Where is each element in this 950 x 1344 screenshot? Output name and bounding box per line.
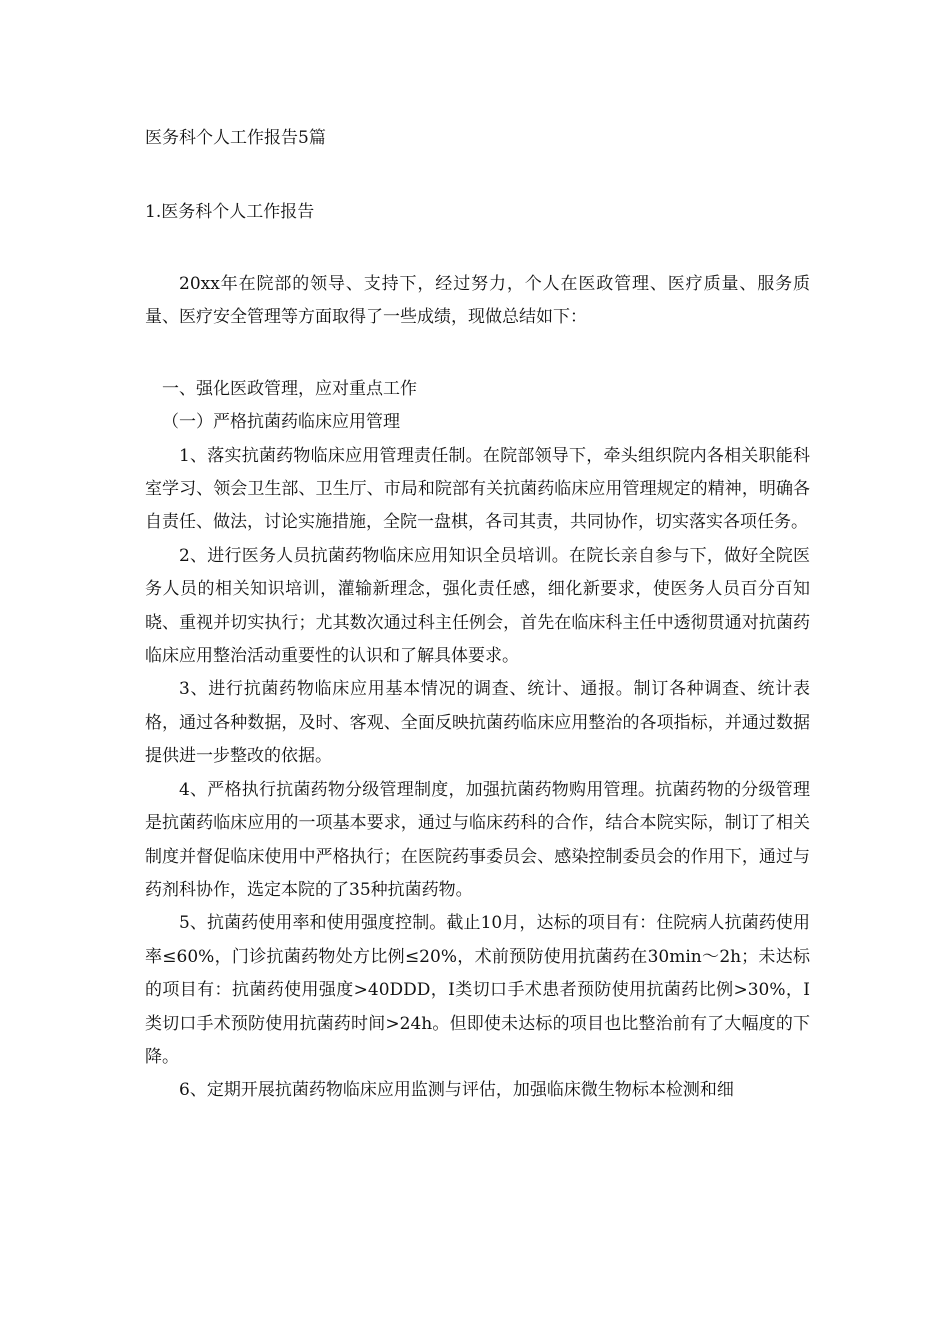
section-title: 1.医务科个人工作报告 [145,202,315,222]
paragraph-item-4: 4、严格执行抗菌药物分级管理制度，加强抗菌药物购用管理。抗菌药物的分级管理是抗菌药临床应用的一项基本要求，通过与临床药科的合作，结合本院实际，制订了相关制度并督促临床使用中严格执行；在医院药事委员会、感染控制委员会的作用下，通过与药剂科协作，选定本院的了35种抗菌药物。 [145,779,810,900]
heading-level2: （一）严格抗菌药临床应用管理 [162,412,400,433]
paragraph-item-6: 6、定期开展抗菌药物临床应用监测与评估，加强临床微生物标本检测和细 [179,1080,734,1101]
document-title: 医务科个人工作报告5篇 [145,128,326,148]
paragraph-item-5: 5、抗菌药使用率和使用强度控制。截止10月，达标的项目有：住院病人抗菌药使用率≤60%，门诊抗菌药物处方比例≤20%，术前预防使用抗菌药在30min～2h；未达标的项目有：抗菌药使用强度>40DDD，I类切口手术患者预防使用抗菌药比例>30%，I类切口手术预防使用抗菌药时间>24h。但即使未达标的项目也比整治前有了大幅度的下降。 [145,913,810,1067]
paragraph-item-2: 2、进行医务人员抗菌药物临床应用知识全员培训。在院长亲自参与下，做好全院医务人员的相关知识培训，灌输新理念，强化责任感，细化新要求，使医务人员百分百知晓、重视并切实执行；尤其数次通过科主任例会，首先在临床科主任中透彻贯通对抗菌药临床应用整治活动重要性的认识和了解具体要求。 [145,545,810,667]
paragraph-item-1: 1、落实抗菌药物临床应用管理责任制。在院部领导下，牵头组织院内各相关职能科室学习、领会卫生部、卫生厅、市局和院部有关抗菌药临床应用管理规定的精神，明确各自责任、做法，讨论实施措施，全院一盘棋，各司其责，共同协作，切实落实各项任务。 [145,445,810,533]
paragraph-item-3: 3、进行抗菌药物临床应用基本情况的调查、统计、通报。制订各种调查、统计表格，通过各种数据，及时、客观、全面反映抗菌药临床应用整治的各项指标，并通过数据提供进一步整改的依据。 [145,679,810,767]
heading-level1: 一、强化医政管理，应对重点工作 [162,378,417,399]
intro-paragraph: 20xx年在院部的领导、支持下，经过努力，个人在医政管理、医疗质量、服务质量、医疗安全管理等方面取得了一些成绩，现做总结如下： [145,274,810,328]
document-body [145,268,810,1108]
